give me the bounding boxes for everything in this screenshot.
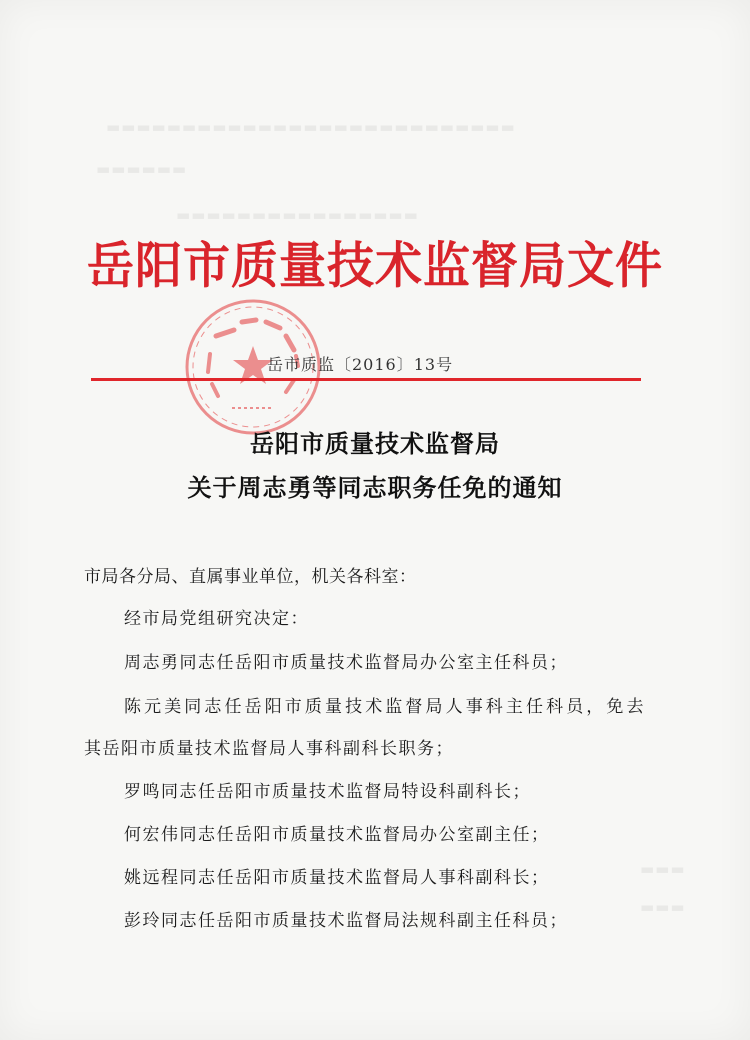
show-through-text: ▬▬▬ xyxy=(640,860,686,878)
document-number: 岳市质监〔2016〕13号 xyxy=(267,355,454,374)
addressee: 市局各分局、直属事业单位，机关各科室： xyxy=(84,567,417,587)
paragraph: 陈元美同志任岳阳市质量技术监督局人事科主任科员，免去 xyxy=(124,697,647,717)
show-through-text: ▬▬▬▬▬▬▬▬▬▬▬▬▬▬▬▬ xyxy=(176,206,419,224)
header-divider xyxy=(91,378,641,381)
show-through-text: ▬▬▬▬▬▬ xyxy=(96,160,188,178)
paragraph: 经市局党组研究决定： xyxy=(124,609,309,629)
paragraph: 罗鸣同志任岳阳市质量技术监督局特设科副科长； xyxy=(124,782,531,802)
paragraph: 彭玲同志任岳阳市质量技术监督局法规科副主任科员； xyxy=(124,911,568,931)
paragraph: 周志勇同志任岳阳市质量技术监督局办公室主任科员； xyxy=(124,653,568,673)
paragraph-continuation: 其岳阳市质量技术监督局人事科副科长职务； xyxy=(84,739,454,759)
document-header-title: 岳阳市质量技术监督局文件 xyxy=(87,237,663,296)
notice-title-line2: 关于周志勇等同志职务任免的通知 xyxy=(187,473,563,502)
notice-title-line1: 岳阳市质量技术监督局 xyxy=(250,429,500,458)
paragraph: 何宏伟同志任岳阳市质量技术监督局办公室副主任； xyxy=(124,825,550,845)
show-through-text: ▬▬▬▬▬▬▬▬▬▬▬▬▬▬▬▬▬▬▬▬▬▬▬▬▬▬▬ xyxy=(106,118,516,136)
paragraph: 姚远程同志任岳阳市质量技术监督局人事科副科长； xyxy=(124,868,550,888)
show-through-text: ▬▬▬ xyxy=(640,898,686,916)
